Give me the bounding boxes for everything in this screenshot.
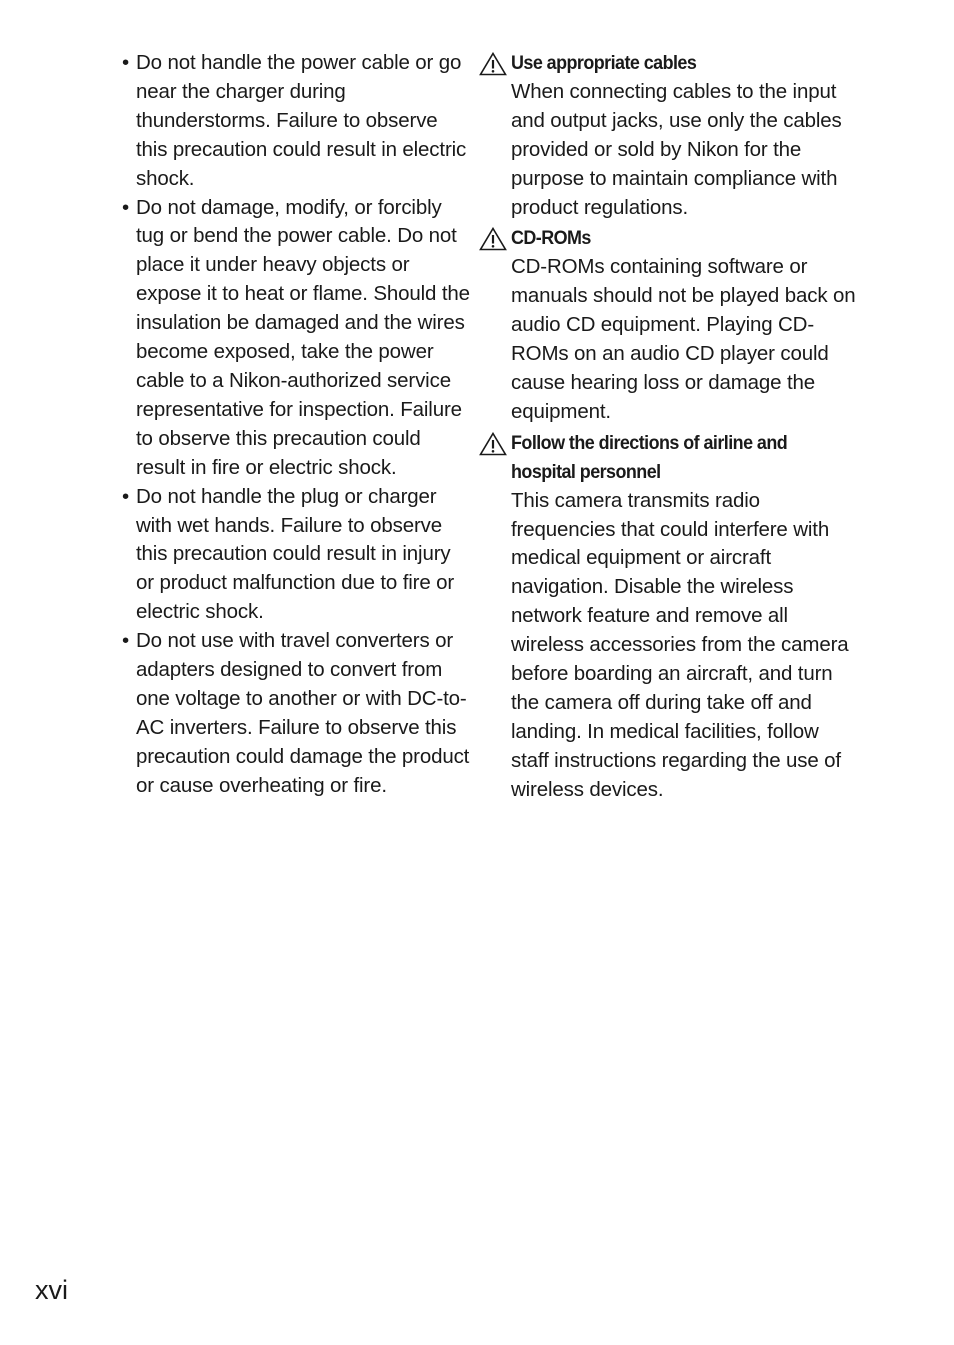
section-title: CD-ROMs: [511, 227, 591, 250]
section-body: CD-ROMs containing software or manuals should not be played back on audio CD equipment. Playing CD-ROMs on an audio CD player could cause hearing loss or damage the equipment.: [511, 255, 856, 423]
left-column: [120, 49, 470, 801]
right-column: [478, 49, 858, 807]
bullet-item: [120, 627, 470, 800]
section-title: Follow the directions of airline and: [511, 431, 788, 454]
bullet-dot-icon: •: [122, 195, 130, 219]
bullet-dot-icon: •: [122, 51, 130, 74]
warning-triangle-icon: [479, 52, 507, 76]
bullet-text: Do not handle the plug or charger with wet hands. Failure to observe this precaution could result in injury or product malfunction due to fire or electric shock.: [136, 484, 455, 624]
page-number: xvi: [35, 1275, 68, 1305]
section-title: hospital personnel: [511, 460, 661, 483]
bullet-item: [120, 483, 470, 628]
caution-section-airline-hospital: [478, 429, 858, 805]
bullet-text: Do not damage, modify, or forcibly tug or bend the power cable. Do not place it under heavy objects or expose it to heat or flame. Should the insulation be damaged and the wires become exposed, take the power cable to a Nikon-authorized service representative for inspection. Failure to observe this precaution could result in fire or electric shock.: [136, 195, 470, 479]
bullet-item: [120, 194, 470, 483]
caution-section-cables: [478, 49, 858, 222]
caution-section-cd-roms: [478, 224, 858, 426]
section-title: Use appropriate cables: [511, 52, 697, 74]
section-body: When connecting cables to the input and output jacks, use only the cables provided or sold by Nikon for the purpose to maintain compliance with product regulations.: [511, 79, 842, 219]
bullet-text: Do not use with travel converters or adapters designed to convert from one voltage to another or with DC-to-AC inverters. Failure to observe this precaution could damage the product or cause overheating or fire.: [136, 629, 470, 797]
bullet-dot-icon: •: [122, 629, 130, 653]
bullet-dot-icon: •: [122, 484, 130, 508]
section-body: This camera transmits radio frequencies that could interfere with medical equipment or aircraft navigation. Disable the wireless network feature and remove all wireless accessories from the camera before boarding an aircraft, and turn the camera off during take off and landing. In medical facilities, follow staff instructions regarding the use of wireless devices.: [511, 488, 849, 801]
bullet-item: [120, 49, 470, 194]
warning-triangle-icon: [479, 432, 507, 456]
bullet-text: Do not handle the power cable or go near the charger during thunderstorms. Failure to observe this precaution could result in electric shock.: [136, 51, 467, 190]
warning-triangle-icon: [479, 227, 507, 251]
